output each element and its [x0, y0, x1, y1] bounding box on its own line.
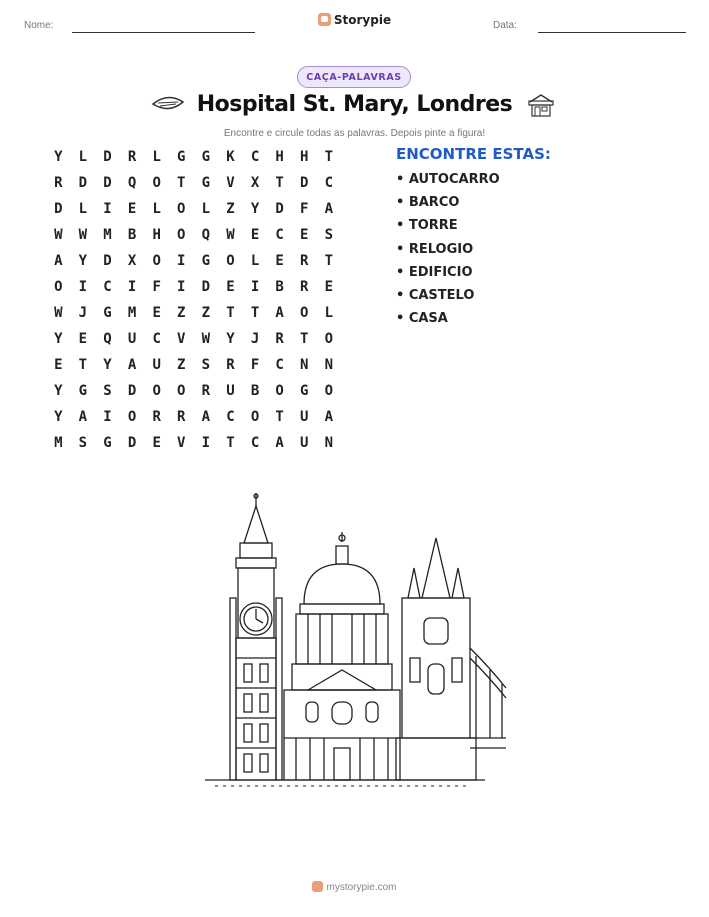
- grid-letter[interactable]: R: [54, 175, 63, 191]
- grid-letter[interactable]: G: [177, 149, 186, 165]
- grid-letter[interactable]: D: [103, 253, 112, 269]
- word-item: • EDIFICIO: [396, 264, 473, 280]
- grid-letter[interactable]: X: [250, 175, 260, 191]
- grid-row: [46, 408, 341, 434]
- grid-letter[interactable]: Z: [201, 305, 211, 321]
- footer: [0, 881, 709, 893]
- grid-letter[interactable]: W: [54, 227, 63, 243]
- brand-logo: [0, 13, 709, 27]
- grid-letter[interactable]: U: [300, 435, 309, 451]
- grid-row: [46, 174, 341, 200]
- name-field[interactable]: [72, 32, 255, 33]
- grid-letter[interactable]: S: [324, 227, 334, 243]
- page-title: Hospital St. Mary, Londres: [196, 92, 513, 117]
- grid-letter[interactable]: Y: [54, 383, 63, 399]
- grid-letter[interactable]: A: [54, 253, 63, 269]
- grid-letter[interactable]: D: [201, 279, 211, 295]
- word-search-grid: [46, 148, 341, 460]
- grid-letter[interactable]: G: [103, 435, 112, 451]
- grid-letter[interactable]: O: [324, 383, 334, 399]
- grid-row: [46, 278, 341, 304]
- word-item: • BARCO: [396, 195, 460, 211]
- grid-letter[interactable]: O: [177, 227, 186, 243]
- grid-letter[interactable]: A: [275, 305, 284, 321]
- grid-letter[interactable]: T: [250, 305, 260, 321]
- grid-letter[interactable]: O: [177, 383, 186, 399]
- grid-letter[interactable]: F: [250, 357, 260, 373]
- grid-letter[interactable]: L: [152, 149, 161, 165]
- house-icon: [527, 92, 555, 118]
- grid-letter[interactable]: Y: [54, 331, 63, 347]
- grid-row: [46, 330, 341, 356]
- grid-letter[interactable]: I: [177, 253, 186, 269]
- grid-letter[interactable]: R: [275, 331, 284, 347]
- grid-letter[interactable]: S: [78, 435, 88, 451]
- grid-letter[interactable]: Q: [103, 331, 112, 347]
- grid-row: [46, 382, 341, 408]
- date-field[interactable]: [538, 32, 686, 33]
- grid-letter[interactable]: I: [177, 279, 186, 295]
- grid-letter[interactable]: M: [103, 227, 112, 243]
- grid-letter[interactable]: A: [324, 409, 334, 425]
- grid-letter[interactable]: A: [201, 409, 211, 425]
- word-list-title: ENCONTRE ESTAS:: [396, 145, 551, 163]
- grid-letter[interactable]: C: [103, 279, 112, 295]
- word-item: • AUTOCARRO: [396, 172, 500, 187]
- word-item: • CASTELO: [396, 287, 475, 303]
- grid-letter[interactable]: T: [300, 331, 309, 347]
- grid-letter[interactable]: O: [177, 201, 186, 217]
- grid-letter[interactable]: S: [201, 357, 211, 373]
- word-item: • TORRE: [396, 218, 458, 234]
- title-row: [0, 92, 709, 117]
- grid-letter[interactable]: O: [152, 383, 161, 399]
- grid-row: [46, 200, 341, 226]
- grid-letter[interactable]: D: [103, 149, 112, 165]
- grid-letter[interactable]: O: [300, 305, 309, 321]
- grid-letter[interactable]: C: [152, 331, 161, 347]
- grid-letter[interactable]: A: [324, 201, 334, 217]
- grid-letter[interactable]: D: [54, 201, 63, 217]
- grid-letter[interactable]: T: [177, 175, 186, 191]
- grid-letter[interactable]: I: [201, 435, 211, 451]
- grid-letter[interactable]: S: [103, 383, 112, 399]
- grid-letter[interactable]: Y: [250, 201, 260, 217]
- grid-letter[interactable]: G: [300, 383, 309, 399]
- grid-letter[interactable]: H: [300, 149, 309, 165]
- grid-letter[interactable]: U: [127, 331, 137, 347]
- grid-letter[interactable]: R: [127, 149, 137, 165]
- word-item: • RELOGIO: [396, 241, 474, 257]
- grid-letter[interactable]: U: [300, 409, 309, 425]
- grid-letter[interactable]: R: [201, 383, 211, 399]
- grid-letter[interactable]: U: [152, 357, 161, 373]
- grid-letter[interactable]: E: [152, 305, 161, 321]
- word-list-items: [396, 172, 551, 334]
- footer-url[interactable]: mystorypie.com: [326, 882, 397, 893]
- grid-letter[interactable]: Z: [177, 305, 186, 321]
- grid-letter[interactable]: T: [324, 149, 334, 165]
- grid-letter[interactable]: J: [250, 331, 260, 347]
- grid-letter[interactable]: E: [324, 279, 334, 295]
- grid-letter[interactable]: Y: [54, 409, 63, 425]
- grid-letter[interactable]: I: [103, 409, 112, 425]
- grid-letter[interactable]: D: [127, 383, 137, 399]
- grid-letter[interactable]: Y: [103, 357, 112, 373]
- grid-row: [46, 304, 341, 330]
- storypie-logo-icon: [312, 881, 323, 892]
- grid-letter[interactable]: A: [127, 357, 137, 373]
- storypie-logo-icon: [318, 13, 331, 26]
- grid-letter[interactable]: L: [152, 201, 161, 217]
- grid-letter[interactable]: W: [54, 305, 63, 321]
- grid-letter[interactable]: T: [78, 357, 88, 373]
- instructions: Encontre e circule todas as palavras. Depois pinte a figura!: [223, 128, 486, 139]
- grid-letter[interactable]: Q: [127, 175, 137, 191]
- grid-letter[interactable]: E: [54, 357, 63, 373]
- grid-letter[interactable]: L: [324, 305, 334, 321]
- grid-letter[interactable]: G: [78, 383, 88, 399]
- grid-letter[interactable]: I: [250, 279, 260, 295]
- grid-letter[interactable]: O: [152, 253, 161, 269]
- grid-row: [46, 252, 341, 278]
- grid-letter[interactable]: A: [275, 435, 284, 451]
- grid-letter[interactable]: H: [275, 149, 284, 165]
- grid-letter[interactable]: O: [54, 279, 63, 295]
- grid-letter[interactable]: D: [103, 175, 112, 191]
- grid-letter[interactable]: R: [300, 279, 309, 295]
- grid-letter[interactable]: E: [250, 227, 260, 243]
- grid-letter[interactable]: L: [78, 201, 88, 217]
- grid-letter[interactable]: C: [250, 149, 260, 165]
- grid-letter[interactable]: C: [250, 435, 260, 451]
- grid-letter[interactable]: K: [226, 149, 235, 165]
- grid-letter[interactable]: M: [127, 305, 137, 321]
- grid-letter[interactable]: T: [275, 409, 284, 425]
- grid-letter[interactable]: R: [177, 409, 186, 425]
- grid-letter[interactable]: N: [324, 357, 334, 373]
- grid-letter[interactable]: V: [177, 435, 186, 451]
- grid-letter[interactable]: L: [78, 149, 88, 165]
- grid-letter[interactable]: E: [275, 253, 284, 269]
- grid-letter[interactable]: G: [201, 175, 211, 191]
- grid-letter[interactable]: G: [201, 253, 211, 269]
- boat-icon: [151, 94, 185, 114]
- grid-letter[interactable]: R: [300, 253, 309, 269]
- grid-letter[interactable]: B: [275, 279, 284, 295]
- grid-letter[interactable]: L: [201, 201, 211, 217]
- grid-letter[interactable]: O: [324, 331, 334, 347]
- grid-letter[interactable]: T: [275, 175, 284, 191]
- grid-letter[interactable]: T: [324, 253, 334, 269]
- grid-letter[interactable]: B: [127, 227, 137, 243]
- grid-row: [46, 434, 341, 460]
- grid-letter[interactable]: M: [54, 435, 63, 451]
- grid-letter[interactable]: O: [127, 409, 137, 425]
- worksheet-type-badge: CAÇA-PALAVRAS: [297, 66, 411, 88]
- grid-letter[interactable]: R: [226, 357, 235, 373]
- grid-letter[interactable]: C: [226, 409, 235, 425]
- date-label: Data:: [493, 20, 517, 31]
- grid-row: [46, 226, 341, 252]
- grid-letter[interactable]: D: [275, 201, 284, 217]
- grid-letter[interactable]: Y: [78, 253, 88, 269]
- grid-letter[interactable]: O: [226, 253, 235, 269]
- grid-letter[interactable]: Z: [177, 357, 186, 373]
- grid-letter[interactable]: I: [78, 279, 88, 295]
- grid-letter[interactable]: I: [127, 279, 137, 295]
- grid-row: [46, 356, 341, 382]
- grid-letter[interactable]: Y: [54, 149, 63, 165]
- grid-row: [46, 148, 341, 174]
- grid-letter[interactable]: U: [226, 383, 235, 399]
- name-label: Nome:: [24, 20, 54, 31]
- grid-letter[interactable]: G: [103, 305, 112, 321]
- grid-letter[interactable]: E: [78, 331, 88, 347]
- grid-letter[interactable]: D: [127, 435, 137, 451]
- grid-letter[interactable]: L: [250, 253, 260, 269]
- grid-letter[interactable]: F: [300, 201, 309, 217]
- grid-letter[interactable]: R: [152, 409, 161, 425]
- grid-letter[interactable]: Z: [226, 201, 235, 217]
- grid-letter[interactable]: N: [300, 357, 309, 373]
- grid-letter[interactable]: O: [275, 383, 284, 399]
- grid-letter[interactable]: J: [78, 305, 88, 321]
- grid-letter[interactable]: V: [177, 331, 186, 347]
- grid-letter[interactable]: T: [226, 435, 235, 451]
- grid-letter[interactable]: I: [103, 201, 112, 217]
- grid-letter[interactable]: D: [300, 175, 309, 191]
- grid-letter[interactable]: E: [226, 279, 235, 295]
- grid-letter[interactable]: B: [250, 383, 260, 399]
- grid-letter[interactable]: W: [78, 227, 88, 243]
- grid-letter[interactable]: F: [152, 279, 161, 295]
- london-landmarks-illustration: [200, 488, 510, 793]
- grid-letter[interactable]: T: [226, 305, 235, 321]
- grid-letter[interactable]: G: [201, 149, 211, 165]
- grid-letter[interactable]: O: [250, 409, 260, 425]
- grid-letter[interactable]: Y: [226, 331, 235, 347]
- word-list: [396, 145, 551, 334]
- grid-letter[interactable]: C: [275, 227, 284, 243]
- grid-letter[interactable]: E: [300, 227, 309, 243]
- grid-letter[interactable]: X: [127, 253, 137, 269]
- grid-letter[interactable]: C: [275, 357, 284, 373]
- grid-letter[interactable]: Q: [201, 227, 211, 243]
- grid-letter[interactable]: W: [201, 331, 211, 347]
- grid-letter[interactable]: W: [226, 227, 235, 243]
- grid-letter[interactable]: E: [152, 435, 161, 451]
- grid-letter[interactable]: H: [152, 227, 161, 243]
- brand-name: Storypie: [333, 13, 392, 27]
- grid-letter[interactable]: V: [226, 175, 235, 191]
- grid-letter[interactable]: E: [127, 201, 137, 217]
- grid-letter[interactable]: A: [78, 409, 88, 425]
- grid-letter[interactable]: D: [78, 175, 88, 191]
- grid-letter[interactable]: O: [152, 175, 161, 191]
- grid-letter[interactable]: C: [324, 175, 334, 191]
- word-item: • CASA: [396, 311, 448, 327]
- grid-letter[interactable]: N: [324, 435, 334, 451]
